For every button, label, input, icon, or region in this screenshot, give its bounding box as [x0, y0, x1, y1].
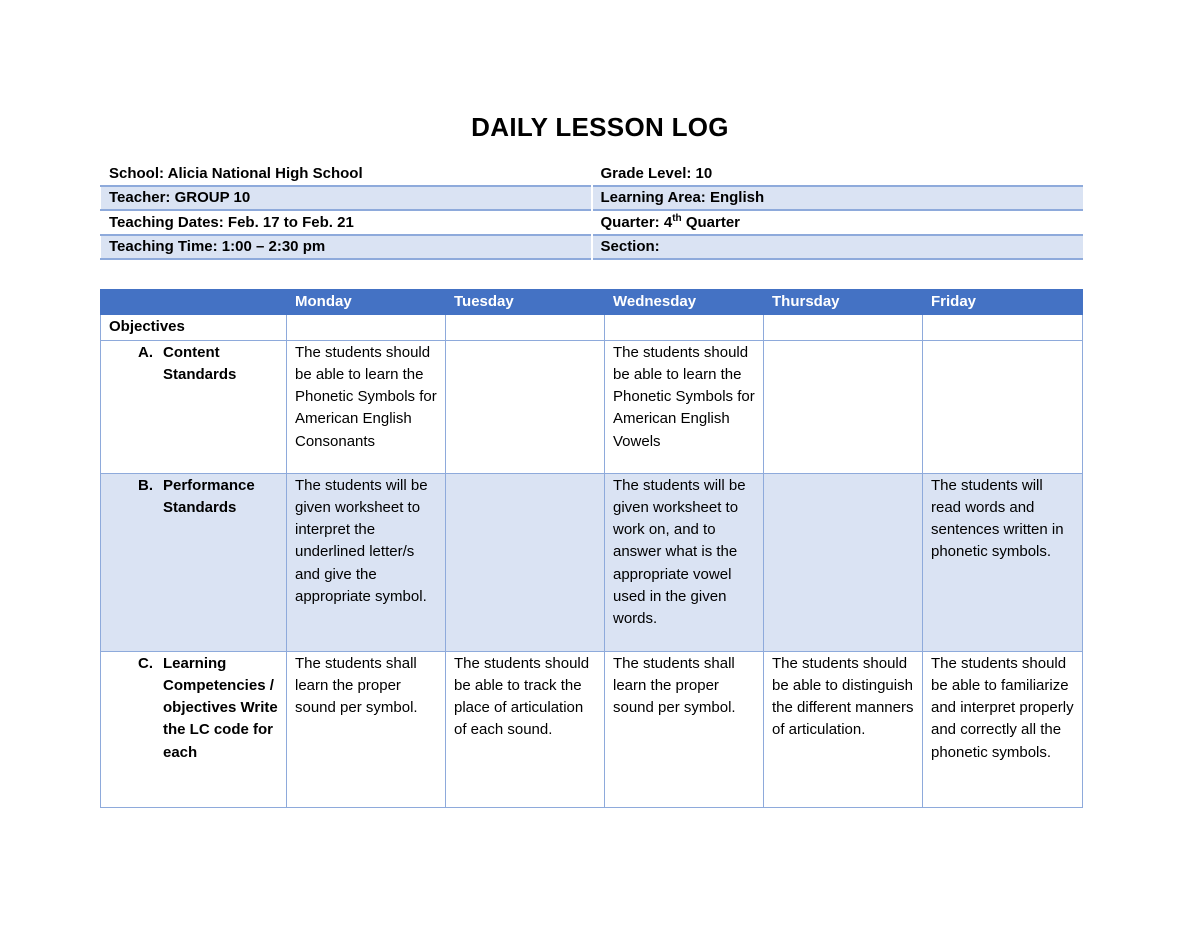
header-empty-cell	[101, 290, 287, 315]
grade-level-field: Grade Level: 10	[592, 162, 1083, 186]
table-cell: The students will be given worksheet to work on, and to answer what is the appropriate vowel used in the given words.	[605, 473, 764, 651]
teacher-field: Teacher: GROUP 10	[101, 186, 592, 211]
table-cell	[446, 473, 605, 651]
lesson-table	[100, 289, 1083, 808]
row-number: A.	[138, 343, 153, 361]
row-label	[101, 473, 287, 651]
info-row	[101, 210, 1083, 235]
objectives-row	[101, 315, 1083, 340]
header-info-table	[100, 162, 1083, 260]
table-cell: The students should be able to learn the Phonetic Symbols for American English Consonants	[287, 340, 446, 473]
teaching-time-field: Teaching Time: 1:00 – 2:30 pm	[101, 235, 592, 260]
table-cell: The students should be able to track the place of articulation of each sound.	[446, 651, 605, 807]
school-field: School: Alicia National High School	[101, 162, 592, 186]
table-cell	[923, 340, 1083, 473]
info-row	[101, 235, 1083, 260]
quarter-field	[592, 210, 1083, 235]
table-header-row	[101, 290, 1083, 315]
row-label	[101, 651, 287, 807]
header-tuesday: Tuesday	[446, 290, 605, 315]
table-cell	[446, 340, 605, 473]
table-cell	[287, 315, 446, 340]
table-cell	[764, 473, 923, 651]
table-cell: The students should be able to familiarize and interpret properly and correctly all the phonetic symbols.	[923, 651, 1083, 807]
row-label	[101, 340, 287, 473]
table-cell	[446, 315, 605, 340]
info-row	[101, 162, 1083, 186]
teaching-dates-field: Teaching Dates: Feb. 17 to Feb. 21	[101, 210, 592, 235]
table-cell	[764, 315, 923, 340]
table-cell	[764, 340, 923, 473]
header-wednesday: Wednesday	[605, 290, 764, 315]
objectives-label: Objectives	[101, 315, 287, 340]
table-row	[101, 340, 1083, 473]
row-number: B.	[138, 476, 153, 494]
row-label-text: Learning Competencies / objectives Write the LC code for each	[163, 654, 278, 761]
row-label-text: Performance Standards	[163, 476, 255, 516]
table-cell: The students will read words and sentences written in phonetic symbols.	[923, 473, 1083, 651]
row-number: C.	[138, 654, 153, 672]
header-friday: Friday	[923, 290, 1083, 315]
section-field: Section:	[592, 235, 1083, 260]
quarter-suffix: Quarter	[681, 213, 741, 231]
table-cell	[605, 315, 764, 340]
quarter-prefix: Quarter: 4	[600, 213, 673, 231]
page-title: DAILY LESSON LOG	[471, 112, 729, 142]
learning-area-field: Learning Area: English	[592, 186, 1083, 211]
table-cell: The students will be given worksheet to interpret the underlined letter/s and give the appropriate symbol.	[287, 473, 446, 651]
info-row	[101, 186, 1083, 211]
quarter-superscript: th	[672, 212, 682, 224]
table-row	[101, 473, 1083, 651]
table-cell	[923, 315, 1083, 340]
row-label-text: Content Standards	[163, 343, 237, 383]
table-row	[101, 651, 1083, 807]
header-thursday: Thursday	[764, 290, 923, 315]
header-monday: Monday	[287, 290, 446, 315]
table-cell: The students shall learn the proper sound per symbol.	[287, 651, 446, 807]
table-cell: The students should be able to distinguish the different manners of articulation.	[764, 651, 923, 807]
table-cell: The students shall learn the proper sound per symbol.	[605, 651, 764, 807]
table-cell: The students should be able to learn the Phonetic Symbols for American English Vowels	[605, 340, 764, 473]
